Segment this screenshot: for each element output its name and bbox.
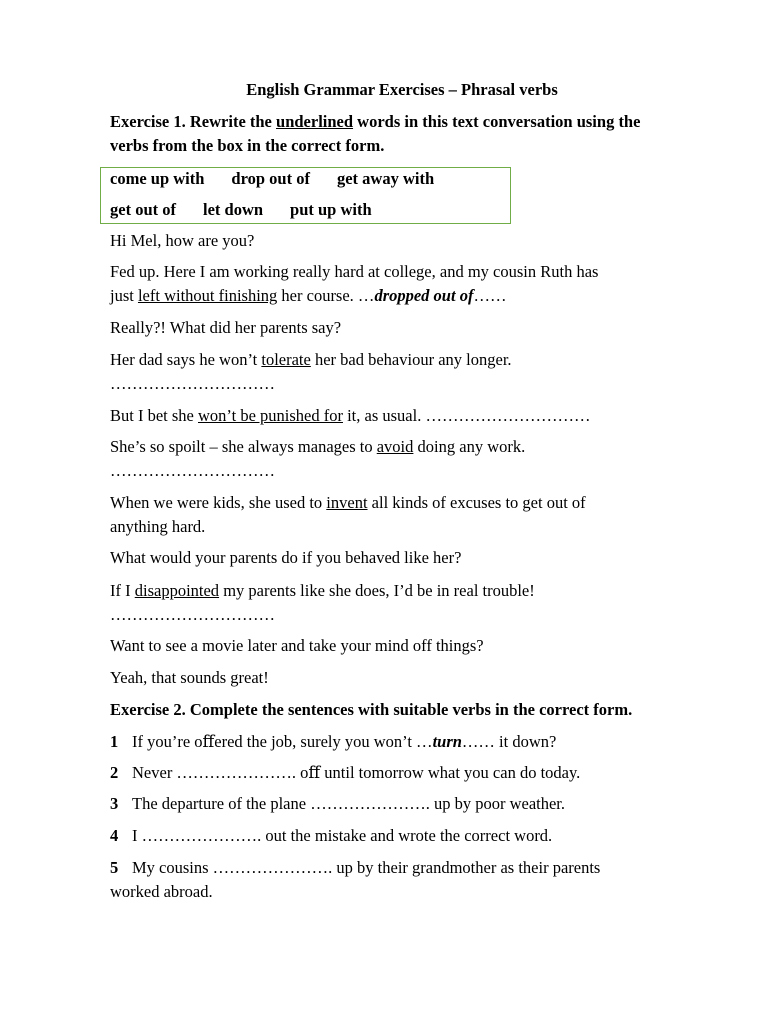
answer-blank: …………………………	[110, 374, 275, 393]
dialogue-line: She’s so spoilt – she always manages to avoid doing any work. …………………………	[110, 437, 526, 480]
word-option: drop out of	[231, 169, 310, 188]
exercise2-item: 5 My cousins …………………. up by their grandmother as their parents worked abroad.	[110, 858, 601, 901]
word-box-row-2	[110, 198, 372, 222]
exercise1-heading: Exercise 1. Rewrite the underlined words in this text conversation using the verbs from the box in the correct form.	[110, 112, 641, 155]
dialogue-line: When we were kids, she used to invent all kinds of excuses to get out of anything hard.	[110, 493, 586, 536]
word-option: get out of	[110, 200, 176, 219]
dialogue-line: If I disappointed my parents like she does, I’d be in real trouble! …………………………	[110, 581, 535, 624]
dialogue-line: Her dad says he won’t tolerate her bad behaviour any longer. …………………………	[110, 350, 512, 393]
word-box	[100, 167, 511, 224]
word-box-row-1	[110, 167, 434, 191]
dialogue-line: Hi Mel, how are you?	[110, 231, 255, 250]
dialogue-line: What would your parents do if you behaved like her?	[110, 548, 462, 567]
dialogue-line: Yeah, that sounds great!	[110, 668, 269, 687]
example-answer: dropped out of	[374, 286, 474, 305]
dialogue-line: Fed up. Here I am working really hard at college, and my cousin Ruth has just left without finishing her course. …dropped out of……	[110, 262, 599, 305]
exercise2-heading: Exercise 2. Complete the sentences with suitable verbs in the correct form.	[110, 700, 633, 719]
word-option: put up with	[290, 200, 372, 219]
dialogue-line: Want to see a movie later and take your mind off things?	[110, 636, 484, 655]
word-option: get away with	[336, 169, 435, 188]
exercise2-item: 1 If you’re oﬀered the job, surely you won’t …turn…… it down?	[110, 732, 557, 751]
dialogue-line: Really?! What did her parents say?	[110, 318, 342, 337]
dialogue-line: But I bet she won’t be punished for it, as usual. …………………………	[110, 406, 591, 425]
word-option: come up with	[110, 169, 205, 188]
answer-blank: …………………………	[110, 605, 275, 624]
exercise2-item: 3 The departure of the plane …………………. up by poor weather.	[110, 794, 566, 813]
exercise2-item: 2 Never …………………. oﬀ until tomorrow what you can do today.	[110, 763, 581, 782]
answer-blank: …………………………	[110, 461, 275, 480]
page-title: English Grammar Exercises – Phrasal verbs	[246, 80, 558, 99]
example-answer: turn	[432, 732, 462, 751]
word-option: let down	[202, 200, 264, 219]
exercise2-item: 4 I …………………. out the mistake and wrote the correct word.	[110, 826, 553, 845]
